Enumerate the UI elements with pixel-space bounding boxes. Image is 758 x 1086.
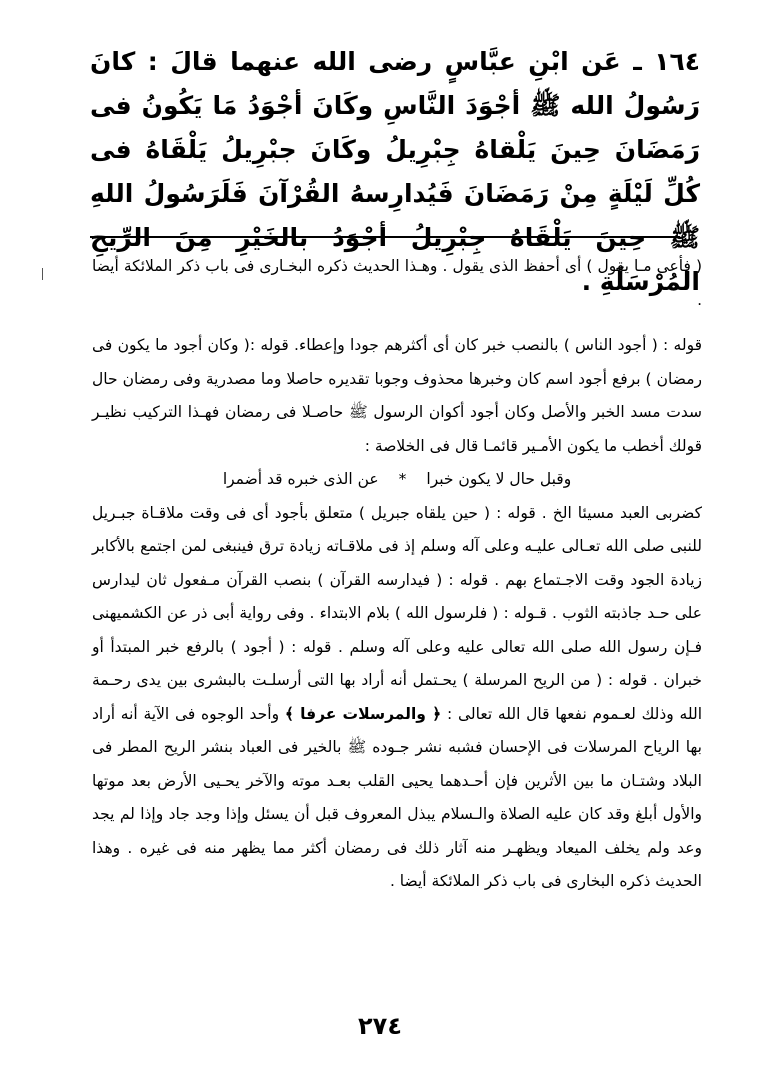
- commentary-paragraph-2: قوله : ( أجود الناس ) بالنصب خبر كان أى أكثرهم جودا وإعطاء. قوله :( وكان أجود ما يكون فى رمضان ) برفع أجود اسم كان وخبرها محذوف وجوبا تقديره حاصلا وما مصدرية وفى رمضان حال سدت مسد الخبر والأصل وكان أجود أكوان الرسول ﷺ حاصـلا فى رمضان فهـذا التركيب نظيـر قولك أخطب ما يكون الأمـير قائمـا قال فى الخلاصة :: [92, 336, 702, 455]
- page-number: ٢٧٤: [358, 1012, 402, 1040]
- commentary-paragraph-3-end: وأحد الوجوه فى الآية أنه أراد بها الرياح المرسلات فى الإحسان فشبه نشر جـوده ﷺ بالخير فى العباد بنشر الريح المطر فى البلاد وشتـان ما بين الأثرين فإن أحـدهما يحيى القلب بعـد موته والآخر يحـيى الأرض بعد موتها والأول أبلغ وقد كان عليه الصلاة والـسلام يبذل المعروف قبل أن يسئل وإذا وجد جاد وإذا لم يجد وعد ولم يخلف الميعاد ويظهـر منه آثار ذلك فى رمضان أكثر مما يظهر منه فى غيره . وهذا الحديث ذكره البخارى فى باب ذكر الملائكة أيضا .: [92, 704, 702, 890]
- commentary-paragraph-3-start: كضربى العبد مسيئا الخ . قوله : ( حين يلقاه جبريل ) متعلق بأجود أى فى وقت ملاقـاة جبـريل للنبى صلى الله تعـالى عليـه وعلى آله وسلم إذ فى ملاقـاته زيادة ترق فينبغى لمن اجتمع بالأكابر زيادة الجود وقت الاجـتماع بهم . قوله : ( فيدارسه القرآن ) بنصب القرآن مـفعول ثان ليدارس على حـد جاذبته الثوب . قـوله : ( فلرسول الله ) بلام الابتداء . وفى رواية أبى ذر عن الكشميهنى فـإن رسول الله صلى الله تعالى عليه وعلى آله وسلم . قوله : ( أجود ) بالرفع خبر المبتدأ أو خبران . قوله : ( من الريح المرسلة ) يحـتمل أنه أراد بها التى أرسلـت بالبشرى بين يدى رحـمة الله وذلك لعـموم نفعها قال الله تعالى :: [92, 503, 703, 723]
- hadith-text: ١٦٤ ـ عَن ابْنِ عبَّاسٍ رضى الله عنهما قالَ : كانَ رَسُولُ الله ﷺ أجْوَدَ النَّاسِ وكَانَ أجْوَدُ مَا يَكُونُ فى رَمَضَانَ حِينَ يَلْقاهُ جِبْرِيلُ وكَانَ جبْرِيلُ يَلْقَاهُ فى كُلِّ لَيْلَةٍ مِنْ رَمَضَانَ فَيُدارِسهُ القُرْآنَ فَلَرَسُولُ اللهِ ﷺ حِينَ يَلْقَاهُ جِبْرِيلُ أجْوَدُ بالخَيْرِ مِنَ الرِّيحِ المُرْسَلَةِ .: [90, 47, 700, 296]
- margin-mark: [42, 268, 43, 280]
- quran-quote: ﴿ والمرسلات عرفا ﴾: [284, 704, 442, 723]
- verse-separator: *: [398, 470, 407, 488]
- commentary-paragraph-3: [92, 497, 702, 899]
- verse-second-hemistich: عن الذى خبره قد أضمرا: [222, 470, 379, 488]
- poetry-verse: [92, 463, 702, 497]
- commentary: [92, 250, 702, 899]
- verse-first-hemistich: وقبل حال لا يكون خبرا: [426, 470, 572, 488]
- commentary-paragraph-1: ( فأعى مـا يقول ) أى أحفظ الذى يقول . وهـذا الحديث ذكره البخـارى فى باب ذكر الملائكة أيضا .: [92, 257, 702, 309]
- section-divider: [90, 236, 680, 238]
